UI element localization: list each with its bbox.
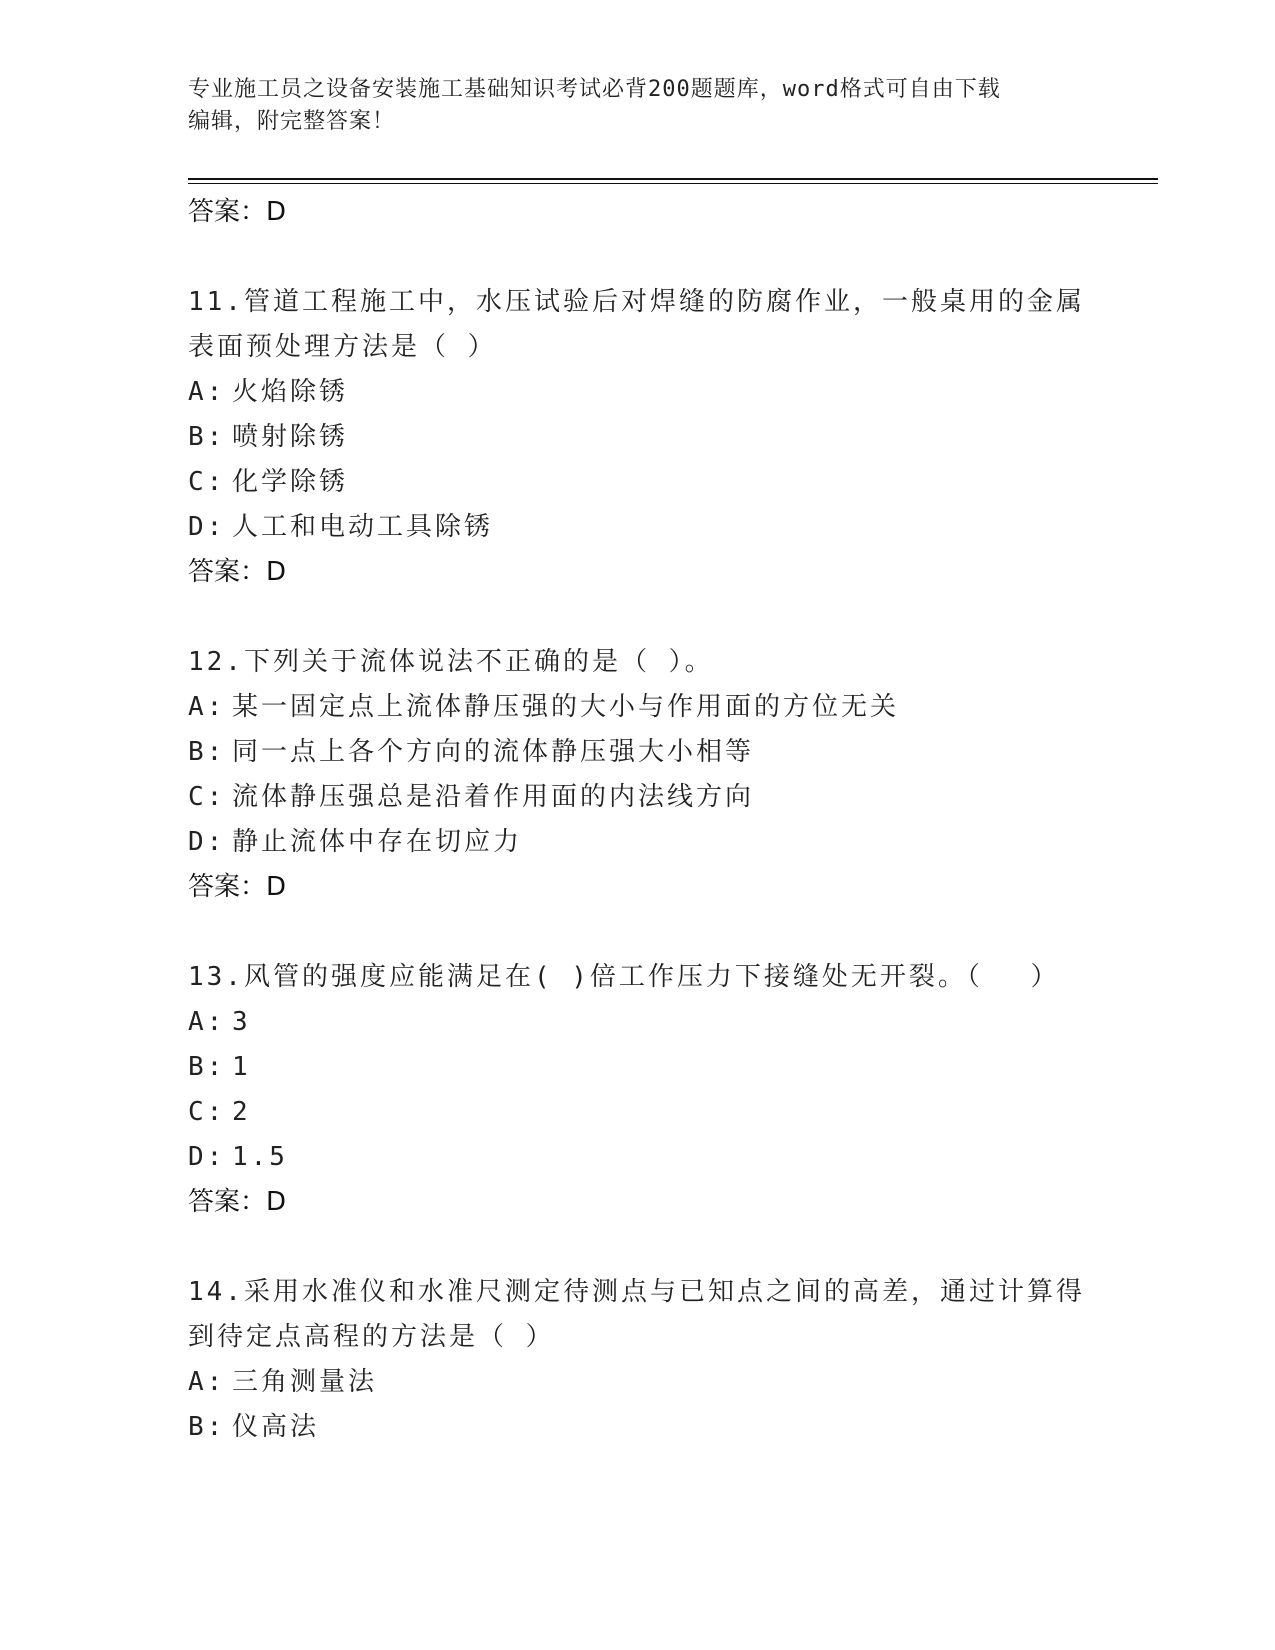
question-spacer — [188, 235, 1088, 280]
document-header — [188, 74, 1088, 138]
answer-line: 答案：D — [188, 557, 287, 587]
header-rule-thick — [188, 178, 1158, 180]
option-row — [188, 685, 1088, 730]
option-letter: C: — [188, 1097, 226, 1127]
option-row — [188, 1000, 1088, 1045]
option-letter: B: — [188, 737, 226, 767]
question-block — [188, 280, 1088, 595]
option-letter: C: — [188, 467, 226, 497]
option-letter: D: — [188, 1142, 226, 1172]
option-text: 三角测量法 — [232, 1367, 378, 1397]
question-text-line: 11.管道工程施工中，水压试验后对焊缝的防腐作业，一般桌用的金属 — [188, 287, 1085, 317]
header-title-line-2: 编辑，附完整答案！ — [188, 109, 396, 134]
answer-line: 答案：D — [188, 872, 287, 902]
answer-line: 答案：D — [188, 197, 287, 227]
question-block — [188, 1270, 1088, 1450]
option-text: 喷射除锈 — [232, 422, 349, 452]
option-letter: D: — [188, 827, 226, 857]
question-block — [188, 640, 1088, 910]
question-text-line: 12.下列关于流体说法不正确的是（ ）。 — [188, 647, 714, 677]
option-text: 某一固定点上流体静压强的大小与作用面的方位无关 — [232, 692, 900, 722]
question-text-line: 表面预处理方法是（ ） — [188, 332, 497, 362]
option-text: 仪高法 — [232, 1412, 320, 1442]
option-row — [188, 1090, 1088, 1135]
option-text: 1.5 — [232, 1142, 288, 1172]
option-text: 2 — [232, 1097, 251, 1127]
header-title-line-1: 专业施工员之设备安装施工基础知识考试必背200题题库，word格式可自由下载 — [188, 77, 1001, 102]
option-text: 流体静压强总是沿着作用面的内法线方向 — [232, 782, 755, 812]
question-text-line: 13.风管的强度应能满足在( )倍工作压力下接缝处无开裂。（ ） — [188, 962, 1060, 992]
option-row — [188, 370, 1088, 415]
question-text-line: 到待定点高程的方法是（ ） — [188, 1322, 555, 1352]
answer-line: 答案：D — [188, 1187, 287, 1217]
option-letter: B: — [188, 1412, 226, 1442]
option-text: 3 — [232, 1007, 251, 1037]
option-row — [188, 1135, 1088, 1180]
option-text: 化学除锈 — [232, 467, 349, 497]
option-letter: A: — [188, 692, 226, 722]
question-spacer — [188, 1225, 1088, 1270]
option-letter: B: — [188, 422, 226, 452]
header-rule-thin — [188, 183, 1158, 184]
option-text: 同一点上各个方向的流体静压强大小相等 — [232, 737, 755, 767]
option-letter: A: — [188, 377, 226, 407]
option-row — [188, 1405, 1088, 1450]
option-text: 1 — [232, 1052, 251, 1082]
question-block — [188, 955, 1088, 1225]
option-letter: B: — [188, 1052, 226, 1082]
option-text: 火焰除锈 — [232, 377, 349, 407]
option-letter: C: — [188, 782, 226, 812]
option-row — [188, 460, 1088, 505]
option-row — [188, 505, 1088, 550]
option-row — [188, 730, 1088, 775]
option-row — [188, 1045, 1088, 1090]
question-text-line: 14.采用水准仪和水准尺测定待测点与已知点之间的高差，通过计算得 — [188, 1277, 1085, 1307]
option-row — [188, 775, 1088, 820]
option-text: 人工和电动工具除锈 — [232, 512, 494, 542]
question-list — [188, 190, 1088, 1450]
option-letter: D: — [188, 512, 226, 542]
option-row — [188, 415, 1088, 460]
option-letter: A: — [188, 1007, 226, 1037]
question-spacer — [188, 910, 1088, 955]
option-text: 静止流体中存在切应力 — [232, 827, 523, 857]
option-letter: A: — [188, 1367, 226, 1397]
option-row — [188, 820, 1088, 865]
question-spacer — [188, 595, 1088, 640]
option-row — [188, 1360, 1088, 1405]
